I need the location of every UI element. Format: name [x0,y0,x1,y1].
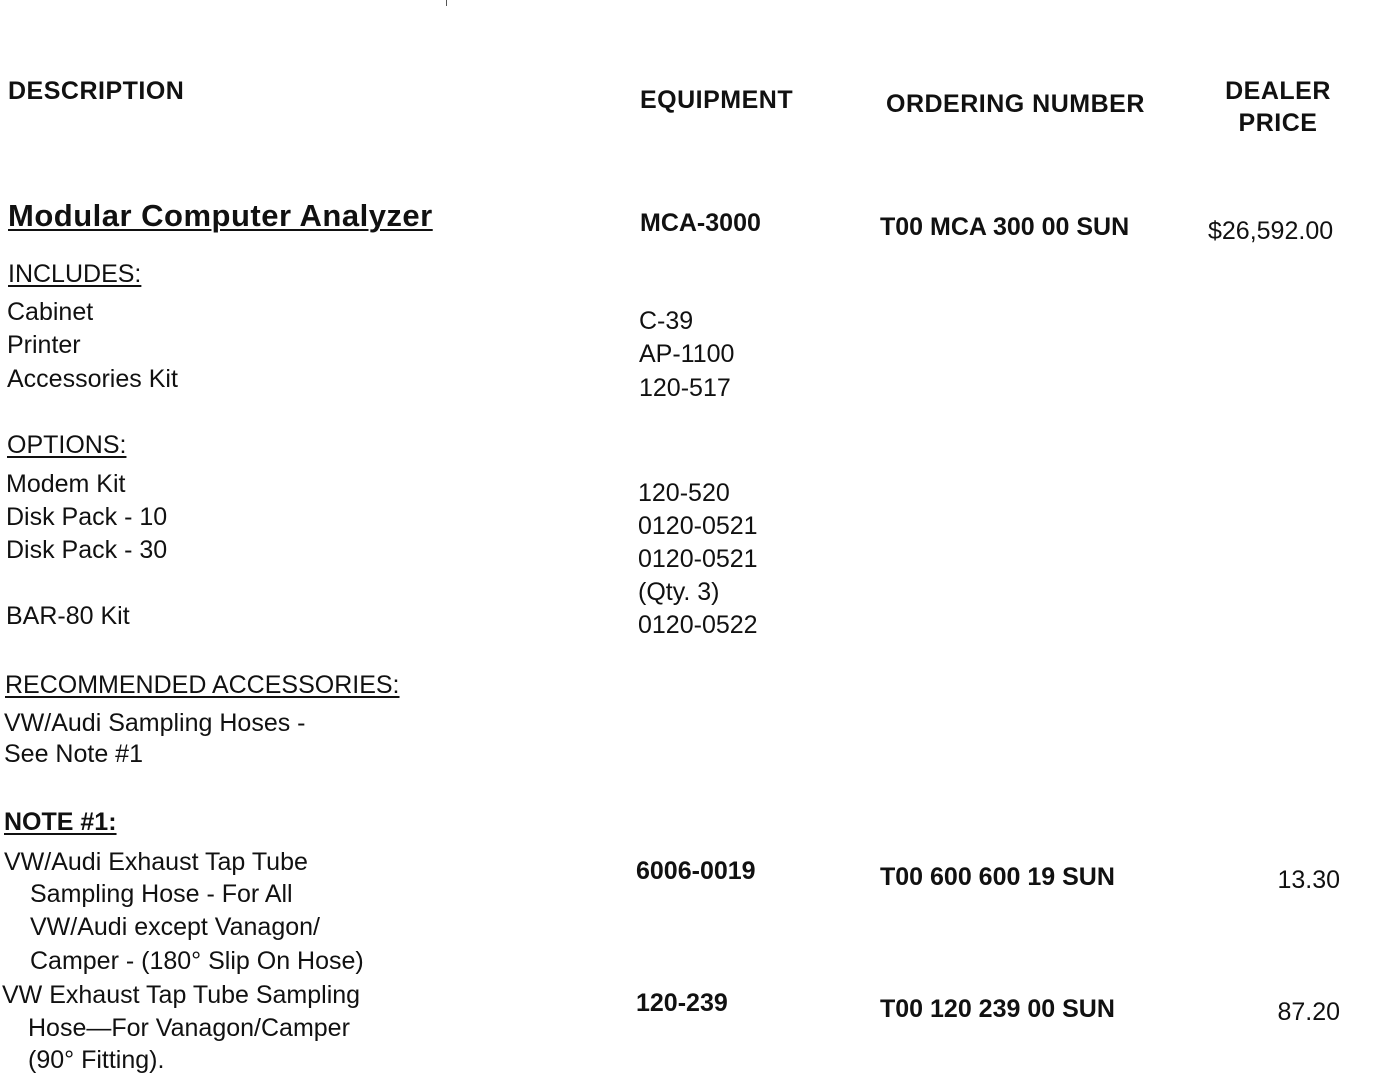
note1-item-line: Camper - (180° Slip On Hose) [30,947,364,975]
note1-item-equipment: 6006-0019 [636,857,756,885]
options-item-equipment-note: (Qty. 3) [638,578,720,606]
note1-item-ordering-number: T00 600 600 19 SUN [880,863,1115,891]
includes-item-description: Cabinet [7,298,94,326]
note1-item-line: VW/Audi Exhaust Tap Tube [4,848,308,876]
note1-heading: NOTE #1: [4,808,117,836]
options-item-equipment: 0120-0521 [638,545,758,573]
note1-item-line: Hose—For Vanagon/Camper [28,1014,350,1042]
note1-item-line: (90° Fitting). [28,1046,165,1074]
note1-item-line: Sampling Hose - For All [30,880,293,908]
product-name: Modular Computer Analyzer [8,198,433,233]
product-ordering-number: T00 MCA 300 00 SUN [880,213,1130,241]
includes-item-description: Printer [7,331,81,359]
note1-item-dealer-price: 13.30 [1277,866,1340,894]
note1-item-equipment: 120-239 [636,989,728,1017]
note1-item-dealer-price: 87.20 [1277,998,1340,1026]
recommended-heading: RECOMMENDED ACCESSORIES: [5,671,400,699]
includes-item-equipment: C-39 [639,307,694,335]
note1-item-line: VW/Audi except Vanagon/ [30,913,320,941]
recommended-line: See Note #1 [4,740,143,768]
includes-item-description: Accessories Kit [7,365,178,393]
options-item-description: Disk Pack - 10 [6,503,168,531]
note1-item-ordering-number: T00 120 239 00 SUN [880,995,1115,1023]
header-dealer-price-line2: PRICE [1238,109,1318,137]
options-item-description: BAR-80 Kit [6,602,130,630]
header-ordering-number: ORDERING NUMBER [886,90,1145,118]
header-dealer-price-line1: DEALER [1225,77,1331,105]
options-item-description: Modem Kit [6,470,126,498]
scan-mark [446,0,447,6]
includes-item-equipment: 120-517 [639,374,731,402]
options-item-equipment: 120-520 [638,479,730,507]
options-item-description: Disk Pack - 30 [6,536,168,564]
header-equipment: EQUIPMENT [640,86,794,114]
includes-item-equipment: AP-1100 [639,340,735,368]
product-dealer-price: $26,592.00 [1208,217,1334,245]
product-equipment: MCA-3000 [640,209,761,237]
options-item-equipment: 0120-0521 [638,512,758,540]
options-item-equipment: 0120-0522 [638,611,758,639]
note1-item-line: VW Exhaust Tap Tube Sampling [2,981,361,1009]
options-heading: OPTIONS: [7,431,127,459]
includes-heading: INCLUDES: [8,260,142,288]
recommended-line: VW/Audi Sampling Hoses - [4,709,306,737]
header-description: DESCRIPTION [8,77,185,105]
